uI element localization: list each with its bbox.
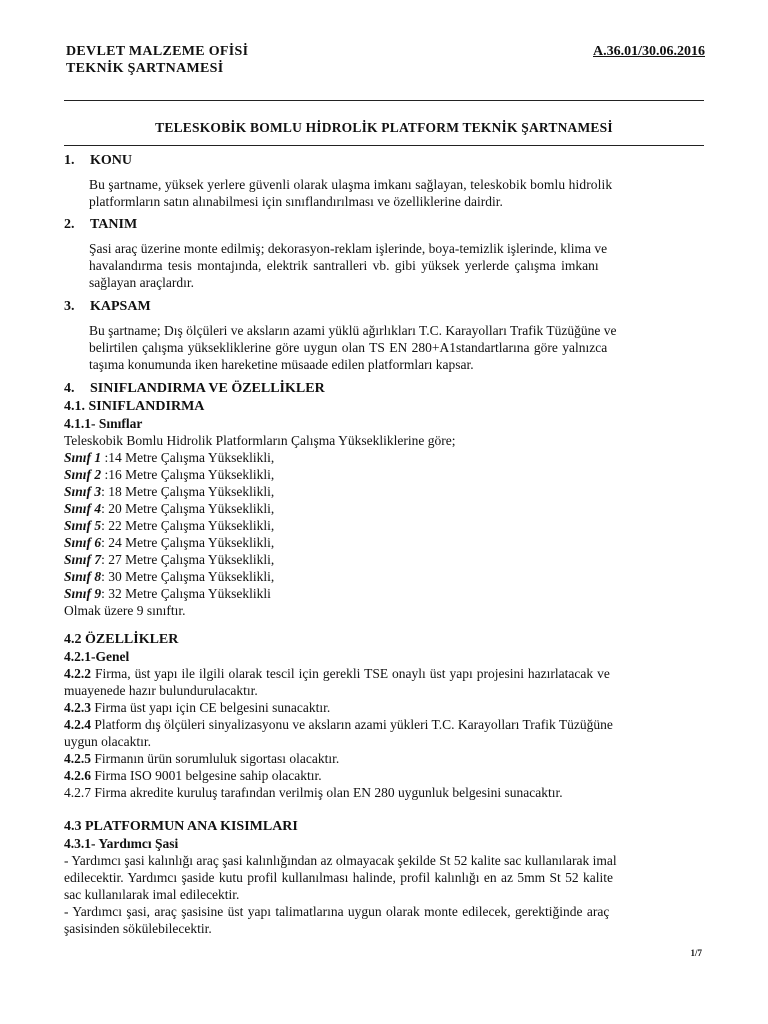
class-item: Sınıf 7: 27 Metre Çalışma Yükseklikli, [64, 552, 275, 567]
document-title: TELESKOBİK BOMLU HİDROLİK PLATFORM TEKNİK ŞARTNAMESİ [155, 120, 613, 135]
text-line: Bu şartname, yüksek yerlere güvenli olarak ulaşma imkanı sağlayan, teleskobik bomlu hidrolik [89, 177, 613, 192]
section-title: KAPSAM [90, 299, 151, 314]
feature-item: 4.2.6 Firma ISO 9001 belgesine sahip olacaktır. [64, 768, 322, 783]
subsubsection-heading: 4.3.1- Yardımcı Şasi [64, 836, 179, 851]
section-2-heading [64, 216, 704, 233]
section-3-heading [64, 298, 704, 315]
page-number: 1/7 [690, 948, 702, 958]
section-number: 2. [64, 217, 75, 232]
main-parts-block [64, 818, 704, 937]
class-item: Sınıf 4: 20 Metre Çalışma Yükseklikli, [64, 501, 275, 516]
text-line: Şasi araç üzerine monte edilmiş; dekorasyon-reklam işlerinde, boya-temizlik işlerinde, klima ve [89, 241, 608, 256]
section-number: 3. [64, 299, 75, 314]
feature-item: 4.2.5 Firmanın ürün sorumluluk sigortası olacaktır. [64, 751, 340, 766]
header-organization [66, 43, 248, 77]
features-block [64, 631, 704, 801]
class-item: Sınıf 5: 22 Metre Çalışma Yükseklikli, [64, 518, 275, 533]
subsection-heading: 4.2 ÖZELLİKLER [64, 632, 179, 647]
classes-intro: Teleskobik Bomlu Hidrolik Platformların Çalışma Yüksekliklerine göre; [64, 433, 456, 448]
subsection-heading: 4.1. SINIFLANDIRMA [64, 399, 205, 414]
section-1-body [89, 176, 704, 210]
feature-item: 4.2.4 Platform dış ölçüleri sinyalizasyonu ve aksların azami yükleri T.C. Karayolları Trafik Tüzüğüne [64, 717, 613, 732]
class-item: Sınıf 1 :14 Metre Çalışma Yükseklikli, [64, 450, 275, 465]
class-item: Sınıf 6: 24 Metre Çalışma Yükseklikli, [64, 535, 275, 550]
feature-item: 4.2.3 Firma üst yapı için CE belgesini sunacaktır. [64, 700, 331, 715]
class-item: Sınıf 2 :16 Metre Çalışma Yükseklikli, [64, 467, 275, 482]
feature-item: 4.2.2 Firma, üst yapı ile ilgili olarak tescil için gerekli TSE onaylı üst yapı projesini hazırlatacak ve [64, 666, 610, 681]
section-1-heading [64, 152, 704, 169]
class-item: Sınıf 3: 18 Metre Çalışma Yükseklikli, [64, 484, 275, 499]
text-line: edilecektir. Yardımcı şaside kutu profil kullanılması halinde, profil kalınlığı en az 5mm St 52 kalite [64, 870, 614, 885]
text-line: Bu şartname; Dış ölçüleri ve aksların azami yüklü ağırlıkları T.C. Karayolları Trafik Tüzüğüne ve [89, 323, 617, 338]
section-4-heading [64, 380, 704, 397]
section-2-body [89, 240, 704, 291]
text-line: platformların satın alınabilmesi için sınıflandırılması ve özelliklerine dairdir. [89, 194, 503, 209]
header-divider [64, 100, 704, 101]
section-number: 1. [64, 153, 75, 168]
feature-item: 4.2.7 Firma akredite kuruluş tarafından verilmiş olan EN 280 uygunluk belgesini sunacaktır. [64, 785, 563, 800]
document-code: A.36.01/30.06.2016 [593, 44, 705, 59]
text-line: - Yardımcı şasi, araç şasisine üst yapı talimatlarına uygun olarak monte edilecek, gerektiğinde araç [64, 904, 610, 919]
class-item: Sınıf 9: 32 Metre Çalışma Yükseklikli [64, 586, 271, 601]
section-title: TANIM [90, 217, 138, 232]
org-line-2: TEKNİK ŞARTNAMESİ [66, 61, 224, 76]
org-line-1: DEVLET MALZEME OFİSİ [66, 44, 249, 59]
section-3-body [89, 322, 704, 373]
subsubsection-heading: 4.1.1- Sınıflar [64, 416, 143, 431]
text-line: belirtilen çalışma yüksekliklerine göre uygun olan TS EN 280+A1standartlarına göre yalnızca [89, 340, 608, 355]
subsubsection-heading: 4.2.1-Genel [64, 649, 130, 664]
title-divider [64, 145, 704, 146]
text-line: şasisinden sökülebilecektir. [64, 921, 212, 936]
classes-outro: Olmak üzere 9 sınıftır. [64, 603, 186, 618]
text-line: sağlayan araçlardır. [89, 275, 194, 290]
text-line: taşıma konumunda iken hareketine müsaade edilen platformları kapsar. [89, 357, 474, 372]
text-line: sac kullanılarak imal edilecektir. [64, 887, 240, 902]
class-item: Sınıf 8: 30 Metre Çalışma Yükseklikli, [64, 569, 275, 584]
feature-item-cont: uygun olacaktır. [64, 734, 151, 749]
feature-item-cont: muayenede hazır bulundurulacaktır. [64, 683, 258, 698]
section-title: SINIFLANDIRMA VE ÖZELLİKLER [90, 381, 325, 396]
section-number: 4. [64, 381, 75, 396]
section-title: KONU [90, 153, 132, 168]
text-line: - Yardımcı şasi kalınlığı araç şasi kalınlığından az olmayacak şekilde St 52 kalite sac kullanılarak imal [64, 853, 617, 868]
text-line: havalandırma tesis montajında, elektrik santralleri vb. gibi yüksek yerlerde çalışma imkanı [89, 258, 599, 273]
classification-block [64, 398, 704, 619]
subsection-heading: 4.3 PLATFORMUN ANA KISIMLARI [64, 819, 298, 834]
